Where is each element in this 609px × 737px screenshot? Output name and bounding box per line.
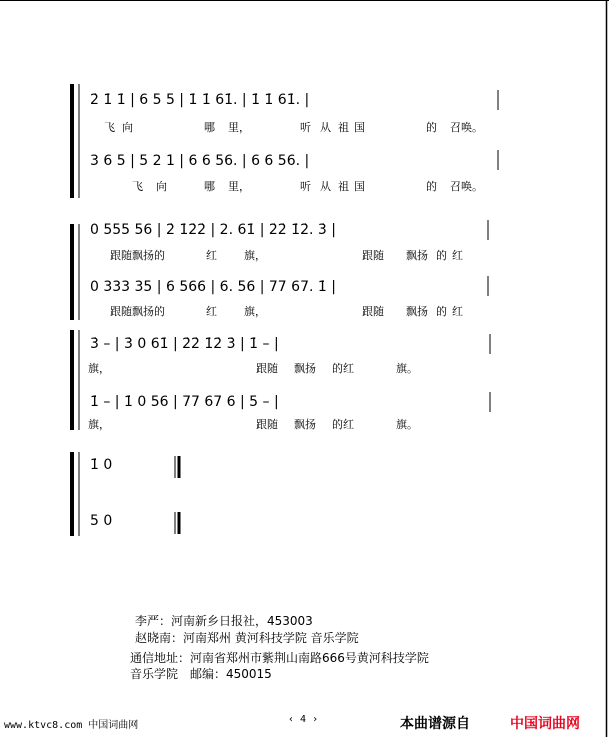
lyric: 的红 [332,362,354,375]
lyric: 旗， [88,418,110,431]
lyric: 国 [354,180,365,193]
lyrics-top [88,361,418,375]
lyrics-top [110,248,463,262]
lyrics-bottom [88,417,418,431]
system-1 [72,84,498,198]
lyric: 红 [452,249,463,262]
lyric: 红 [206,305,217,318]
lyric: 跟随 [256,418,278,431]
lyric: 里， [228,180,250,193]
source-site: 中国词曲网 [510,716,580,732]
notes-bottom: 3 6 5 | 5 2 1 | 6 6 56. | 6 6 56. | [90,153,310,169]
lyric: 跟随 [362,305,384,318]
lyric: 旗， [88,362,110,375]
lyric: 飘扬 [406,249,428,262]
lyric: 飞 [104,121,115,134]
notes-top: 3̇ – | 3̇ 0 61̇ | 2̇2̇ 1̇2̇ 3̇ | 1̇ – | [90,336,279,352]
address-line-1: 通信地址：河南省郑州市紫荆山南路666号黄河科技学院 [130,651,429,665]
lyric: 飘扬 [294,418,316,431]
lyric: 红 [452,305,463,318]
lyric: 从 [320,180,331,193]
lyric: 听 [300,121,311,134]
notes-top: 0 555 56 | 2̇ 1̇2̇2̇ | 2. 61̇ | 2̇2̇ 1̇2̇. 3̇ | [90,222,336,238]
page-number: ‹ 4 › [288,714,319,725]
lyric: 的 [436,305,447,318]
lyric: 哪 [204,180,215,193]
lyric: 红 [206,249,217,262]
lyric: 听 [300,180,311,193]
lyric: 祖 [338,180,349,193]
source-label: 本曲谱源自 [400,716,470,732]
lyric: 跟随飘扬的 [110,305,165,318]
system-4 [72,452,179,536]
system-3 [72,330,490,431]
lyrics-bottom [110,304,463,318]
lyric: 向 [122,121,133,134]
lyric: 国 [354,121,365,134]
lyric: 祖 [338,121,349,134]
lyric: 哪 [204,121,215,134]
lyric: 飞 [132,180,143,193]
footer [4,714,580,732]
lyric: 旗。 [396,362,418,375]
notes-top: 1̇ 0 [90,457,113,473]
lyric: 跟随飘扬的 [110,249,165,262]
site-left: www.ktvc8.com 中国词曲网 [4,720,139,731]
lyric: 的 [426,121,437,134]
lyric: 飘扬 [406,305,428,318]
lyric: 的红 [332,418,354,431]
lyric: 旗， [244,305,266,318]
lyric: 里， [228,121,250,134]
lyric: 向 [156,180,167,193]
credits [130,613,429,681]
address-line-2: 音乐学院 邮编：450015 [130,667,272,681]
notes-bottom: 0 333 35 | 6 566 | 6. 56 | 77 67. 1̇ | [90,279,336,295]
lyric: 飘扬 [294,362,316,375]
lyric: 跟随 [256,362,278,375]
lyric: 从 [320,121,331,134]
lyric: 召唤。 [450,121,483,134]
composer-credit: 赵晓南：河南郑州 黄河科技学院 音乐学院 [135,631,359,645]
lyric: 旗， [244,249,266,262]
lyrics-bottom [132,179,483,193]
notes-top: 2̇ 1̇ 1̇ | 6 5 5 | 1̇ 1̇ 61̇. | 1̇ 1̇ 61̇. | [90,92,310,108]
notes-bottom: 1̇ – | 1̇ 0 56 | 77 67 6 | 5 – | [90,394,279,410]
lyric: 的 [426,180,437,193]
lyrics-top [104,120,483,134]
lyric: 旗。 [396,418,418,431]
lyric: 召唤。 [450,180,483,193]
lyric: 的 [436,249,447,262]
lyricist-credit: 李严：河南新乡日报社，453003 [135,614,313,628]
lyric: 跟随 [362,249,384,262]
system-2 [72,220,488,320]
notes-bottom: 5 0 [90,513,113,529]
